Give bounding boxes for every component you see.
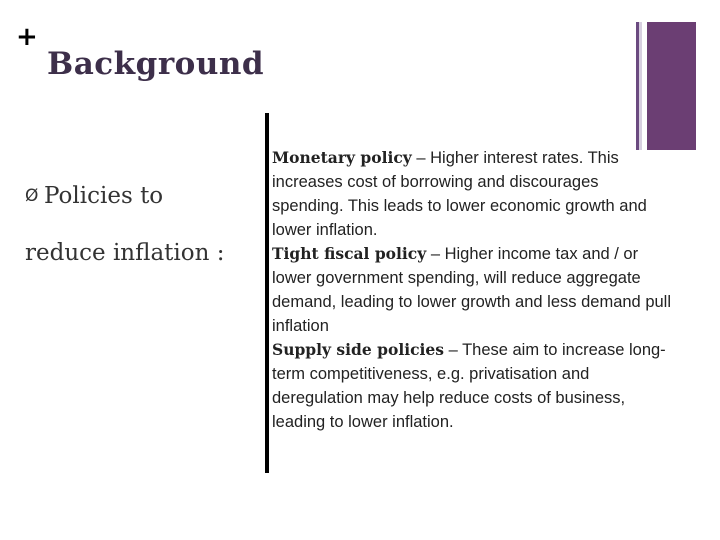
bullet-text-line-2: reduce inflation : [25, 240, 225, 266]
decorative-bar-thick [647, 22, 696, 150]
vertical-divider [265, 113, 269, 473]
paragraph-tight-fiscal-policy [272, 242, 672, 338]
paragraph-supply-side-policies [272, 338, 672, 434]
arrow-bullet-icon: Ø [25, 186, 39, 206]
slide-plus-icon: + [16, 22, 38, 52]
text-supply-side-policies: – These aim to increase long-term competitiveness, e.g. privatisation and deregulation may help reduce costs of business, leading to lower inflation. [272, 341, 666, 431]
paragraph-monetary-policy [272, 146, 672, 242]
slide-title: Background [47, 46, 265, 82]
text-tight-fiscal-policy: – Higher income tax and / or lower government spending, will reduce aggregate demand, leading to lower growth and less demand pull inflation [272, 245, 671, 335]
term-monetary-policy: Monetary policy [272, 148, 412, 167]
bullet-text-line-1: Policies to [44, 183, 164, 209]
text-monetary-policy: – Higher interest rates. This increases cost of borrowing and discourages spending. This leads to lower economic growth and lower inflation. [272, 149, 647, 239]
term-supply-side-policies: Supply side policies [272, 340, 445, 359]
bullet-item [25, 180, 163, 212]
term-tight-fiscal-policy: Tight fiscal policy [272, 244, 427, 263]
decorative-bar-gap [639, 22, 642, 150]
policy-description [272, 146, 672, 434]
